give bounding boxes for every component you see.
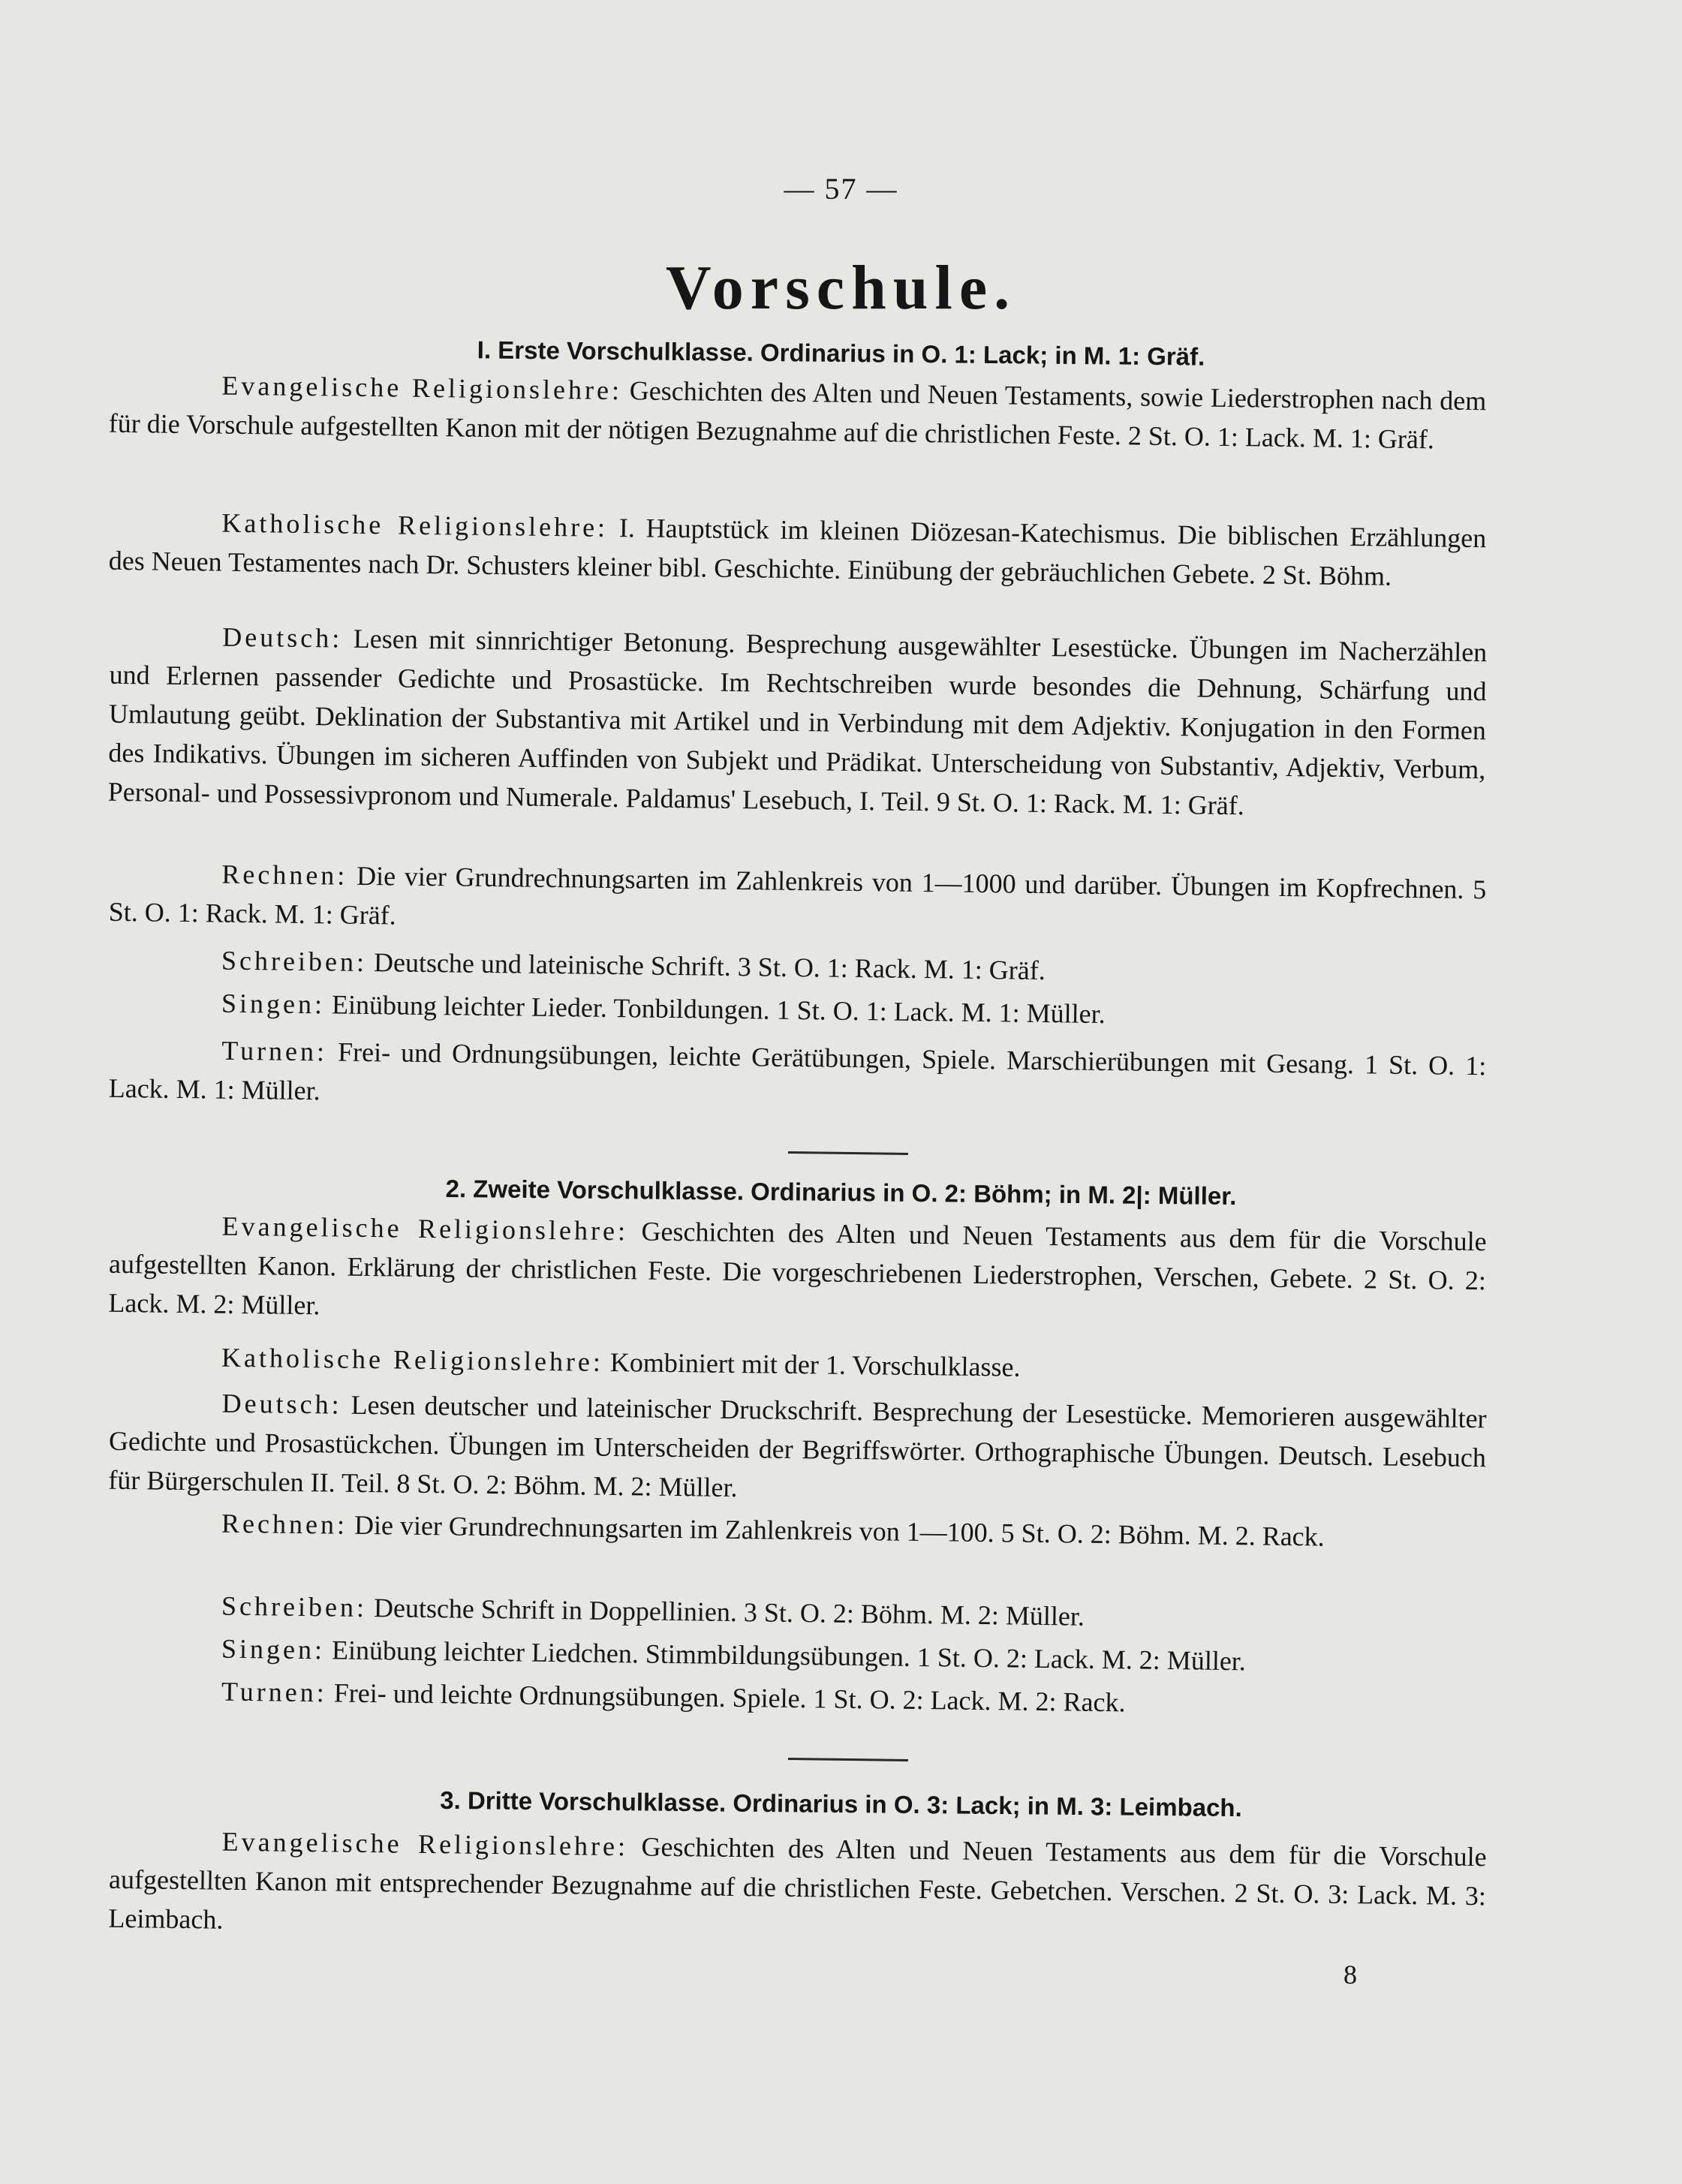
footer-signature: 8 [1343, 1960, 1357, 1990]
page-number: — 57 — [784, 172, 898, 206]
subject-text: Kombiniert mit der 1. Vorschulklasse. [603, 1346, 1021, 1382]
subject-text: Die vier Grundrechnungsarten im Zahlenkreis von 1—1000 und darüber. Übungen im Kopfrechnen. 5 St. O. 1: Rack. M. 1: Gräf. [108, 860, 1487, 931]
subject-text: Frei- und leichte Ordnungsübungen. Spiele. 1 St. O. 2: Lack. M. 2: Rack. [326, 1677, 1126, 1718]
subject-label: Schreiben: [221, 1590, 368, 1623]
subject-paragraph [108, 1821, 1487, 1954]
subject-text: Frei- und Ordnungsübungen, leichte Gerätübungen, Spiele. Marschierübungen mit Gesang. 1 St. O. 1: Lack. M. 1: Müller. [108, 1036, 1487, 1106]
subject-paragraph [107, 616, 1487, 828]
subject-label: Rechnen: [221, 859, 348, 891]
subject-text: Einübung leichter Lieder. Tonbildungen. 1 St. O. 1: Lack. M. 1: Müller. [324, 989, 1106, 1030]
subject-text: Die vier Grundrechnungsarten im Zahlenkreis von 1—100. 5 St. O. 2: Böhm. M. 2. Rack. [347, 1509, 1325, 1552]
subject-paragraph [108, 1030, 1486, 1124]
subject-paragraph [108, 1382, 1487, 1516]
subject-label: Rechnen: [221, 1508, 348, 1540]
subject-text: Einübung leichter Liedchen. Stimmbildungsübungen. 1 St. O. 2: Lack. M. 2: Müller. [324, 1635, 1247, 1677]
subject-label: Katholische Religionslehre: [221, 507, 609, 543]
section-divider [788, 1151, 908, 1155]
subject-label: Turnen: [221, 1035, 328, 1067]
subject-label: Katholische Religionslehre: [221, 1342, 604, 1377]
page-title: Vorschule. [665, 253, 1017, 323]
subject-label: Singen: [221, 988, 326, 1020]
section-heading-3: 3. Dritte Vorschulklasse. Ordinarius in O. 3: Lack; in M. 3: Leimbach. [440, 1785, 1242, 1822]
subject-paragraph [109, 1337, 1486, 1392]
subject-text: Geschichten des Alten und Neuen Testaments aus dem für die Vorschule aufgestellten Kanon. Erklärung der christlichen Feste. Die vorgeschriebenen Liederstrophen, Verschen, Gebete. 2 St. O. 2: Lack. M. 2: Müller. [108, 1216, 1487, 1321]
subject-label: Singen: [221, 1633, 326, 1665]
subject-label: Turnen: [221, 1676, 327, 1708]
subject-paragraph [108, 1205, 1487, 1339]
section-heading-2: 2. Zweite Vorschulklasse. Ordinarius in O. 2: Böhm; in M. 2|: Müller. [445, 1174, 1237, 1211]
subject-text: I. Hauptstück im kleinen Diözesan-Katechismus. Die biblischen Erzählungen des Neuen Testamentes nach Dr. Schusters kleiner bibl. Geschichte. Einübung der gebräuchlichen Gebete. 2 St. Böhm. [108, 512, 1487, 591]
subject-label: Schreiben: [221, 945, 368, 977]
subject-text: Geschichten des Alten und Neuen Testaments aus dem für die Vorschule aufgestellten Kanon mit entsprechender Bezugnahme auf die christlichen Feste. Gebetchen. Verschen. 2 St. O. 3: Lack. M. 3: Leimbach. [108, 1831, 1487, 1935]
subject-paragraph [108, 365, 1486, 459]
subject-label: Evangelische Religionslehre: [221, 370, 623, 406]
subject-label: Deutsch: [222, 621, 343, 654]
section-heading-1: I. Erste Vorschulklasse. Ordinarius in O. 1: Lack; in M. 1: Gräf. [477, 335, 1205, 371]
subject-text: Lesen mit sinnrichtiger Betonung. Besprechung ausgewählter Lesestücke. Übungen im Nacherzählen und Erlernen passender Gedichte und Prosastücke. Im Rechtschreiben wurde besondes die Dehnung, Schärfung und Umlautung geübt. Deklination der Substantiva mit Artikel und in Verbindung mit dem Adjektiv. Konjugation in den Formen des Indikativs. Übungen im sicheren Auffinden von Subjekt und Prädikat. Unterscheidung von Substantiv, Adjektiv, Verbum, Personal- und Possessivpronom und Numerale. Paldamus' Lesebuch, I. Teil. 9 St. O. 1: Rack. M. 1: Gräf. [107, 623, 1488, 821]
subject-text: Geschichten des Alten und Neuen Testaments, sowie Liederstrophen nach dem für die Vorschule aufgestellten Kanon mit der nötigen Bezugnahme auf die christlichen Feste. 2 St. O. 1: Lack. M. 1: Gräf. [108, 375, 1487, 455]
section-divider [788, 1758, 908, 1761]
subject-paragraph [108, 502, 1486, 597]
subject-paragraph [108, 853, 1486, 948]
subject-label: Evangelische Religionslehre: [221, 1826, 629, 1862]
subject-text: Deutsche Schrift in Doppellinien. 3 St. O. 2: Böhm. M. 2: Müller. [366, 1592, 1085, 1632]
subject-label: Deutsch: [221, 1388, 342, 1420]
subject-label: Evangelische Religionslehre: [221, 1211, 629, 1247]
subject-text: Deutsche und lateinische Schrift. 3 St. O. 1: Rack. M. 1: Gräf. [366, 946, 1046, 986]
subject-text: Lesen deutscher und lateinischer Druckschrift. Besprechung der Lesestücke. Memorieren ausgewählter Gedichte und Prosastückchen. Übungen im Unterscheiden der Begriffswörter. Orthographische Übungen. Deutsch. Lesebuch für Bürgerschulen II. Teil. 8 St. O. 2: Böhm. M. 2: Müller. [108, 1389, 1487, 1503]
